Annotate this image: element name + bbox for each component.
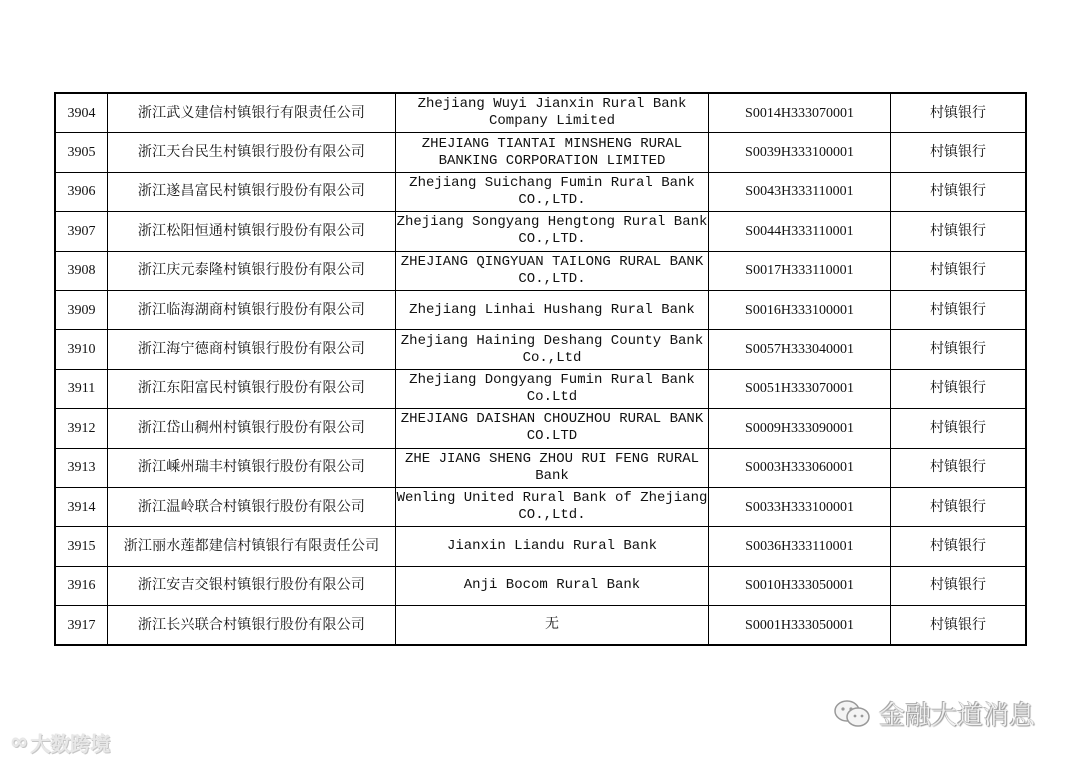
table-row: [55, 448, 1026, 487]
row-number-cell: 3905: [55, 133, 108, 172]
chinese-name-cell: 浙江安吉交银村镇银行股份有限公司: [108, 566, 396, 605]
english-name-cell: ZHEJIANG QINGYUAN TAILONG RURAL BANK CO.,LTD.: [396, 251, 709, 290]
chinese-name-cell: 浙江临海湖商村镇银行股份有限公司: [108, 290, 396, 329]
table-row: [55, 251, 1026, 290]
english-name-cell: Zhejiang Dongyang Fumin Rural Bank Co.Ltd: [396, 369, 709, 408]
english-name-cell: ZHEJIANG TIANTAI MINSHENG RURAL BANKING CORPORATION LIMITED: [396, 133, 709, 172]
table-row: [55, 212, 1026, 251]
table-row: [55, 566, 1026, 605]
wechat-icon: [833, 699, 871, 729]
row-number-cell: 3911: [55, 369, 108, 408]
institution-code-cell: S0003H333060001: [709, 448, 891, 487]
watermark-dashujuajing: [10, 728, 110, 757]
institution-code-cell: S0036H333110001: [709, 527, 891, 566]
english-name-cell: Zhejiang Linhai Hushang Rural Bank: [396, 290, 709, 329]
institution-code-cell: S0043H333110001: [709, 172, 891, 211]
watermark-wechat-account: [833, 695, 1035, 732]
dashu-logo-icon: ∞: [10, 730, 27, 755]
institution-type-cell: 村镇银行: [891, 133, 1027, 172]
row-number-cell: 3909: [55, 290, 108, 329]
english-name-cell: Zhejiang Haining Deshang County Bank Co.,Ltd: [396, 330, 709, 369]
watermark-right-text: 金融大道消息: [879, 701, 1036, 731]
row-number-cell: 3916: [55, 566, 108, 605]
institution-type-cell: 村镇银行: [891, 487, 1027, 526]
chinese-name-cell: 浙江温岭联合村镇银行股份有限公司: [108, 487, 396, 526]
table-row: [55, 606, 1026, 646]
institution-type-cell: 村镇银行: [891, 93, 1027, 133]
row-number-cell: 3906: [55, 172, 108, 211]
table-row: [55, 409, 1026, 448]
chinese-name-cell: 浙江松阳恒通村镇银行股份有限公司: [108, 212, 396, 251]
bank-list-table: [54, 92, 1027, 646]
institution-code-cell: S0016H333100001: [709, 290, 891, 329]
table-row: [55, 290, 1026, 329]
row-number-cell: 3913: [55, 448, 108, 487]
chinese-name-cell: 浙江东阳富民村镇银行股份有限公司: [108, 369, 396, 408]
english-name-cell: Zhejiang Wuyi Jianxin Rural Bank Company Limited: [396, 93, 709, 133]
institution-code-cell: S0014H333070001: [709, 93, 891, 133]
row-number-cell: 3908: [55, 251, 108, 290]
english-name-cell: Jianxin Liandu Rural Bank: [396, 527, 709, 566]
institution-type-cell: 村镇银行: [891, 330, 1027, 369]
institution-type-cell: 村镇银行: [891, 290, 1027, 329]
watermark-left-text: 大数跨境: [30, 732, 111, 756]
institution-code-cell: S0051H333070001: [709, 369, 891, 408]
row-number-cell: 3912: [55, 409, 108, 448]
institution-type-cell: 村镇银行: [891, 251, 1027, 290]
institution-type-cell: 村镇银行: [891, 409, 1027, 448]
institution-type-cell: 村镇银行: [891, 527, 1027, 566]
institution-type-cell: 村镇银行: [891, 212, 1027, 251]
table-row: [55, 487, 1026, 526]
english-name-cell: Wenling United Rural Bank of Zhejiang CO.,Ltd.: [396, 487, 709, 526]
institution-type-cell: 村镇银行: [891, 448, 1027, 487]
row-number-cell: 3917: [55, 606, 108, 646]
english-name-cell: ZHE JIANG SHENG ZHOU RUI FENG RURAL Bank: [396, 448, 709, 487]
english-name-cell: ZHEJIANG DAISHAN CHOUZHOU RURAL BANK CO.LTD: [396, 409, 709, 448]
row-number-cell: 3904: [55, 93, 108, 133]
institution-code-cell: S0017H333110001: [709, 251, 891, 290]
chinese-name-cell: 浙江海宁德商村镇银行股份有限公司: [108, 330, 396, 369]
institution-type-cell: 村镇银行: [891, 606, 1027, 646]
table-row: [55, 93, 1026, 133]
table-row: [55, 330, 1026, 369]
chinese-name-cell: 浙江庆元泰隆村镇银行股份有限公司: [108, 251, 396, 290]
chinese-name-cell: 浙江天台民生村镇银行股份有限公司: [108, 133, 396, 172]
english-name-cell: Zhejiang Songyang Hengtong Rural Bank CO.,LTD.: [396, 212, 709, 251]
institution-code-cell: S0033H333100001: [709, 487, 891, 526]
institution-code-cell: S0009H333090001: [709, 409, 891, 448]
chinese-name-cell: 浙江遂昌富民村镇银行股份有限公司: [108, 172, 396, 211]
institution-type-cell: 村镇银行: [891, 369, 1027, 408]
institution-code-cell: S0039H333100001: [709, 133, 891, 172]
row-number-cell: 3914: [55, 487, 108, 526]
chinese-name-cell: 浙江岱山稠州村镇银行股份有限公司: [108, 409, 396, 448]
row-number-cell: 3910: [55, 330, 108, 369]
english-name-cell: Zhejiang Suichang Fumin Rural Bank CO.,LTD.: [396, 172, 709, 211]
table-row: [55, 527, 1026, 566]
chinese-name-cell: 浙江长兴联合村镇银行股份有限公司: [108, 606, 396, 646]
institution-code-cell: S0001H333050001: [709, 606, 891, 646]
institution-type-cell: 村镇银行: [891, 566, 1027, 605]
row-number-cell: 3915: [55, 527, 108, 566]
chinese-name-cell: 浙江丽水莲都建信村镇银行有限责任公司: [108, 527, 396, 566]
english-name-cell: 无: [396, 606, 709, 646]
table-row: [55, 172, 1026, 211]
institution-code-cell: S0044H333110001: [709, 212, 891, 251]
table-row: [55, 133, 1026, 172]
chinese-name-cell: 浙江嵊州瑞丰村镇银行股份有限公司: [108, 448, 396, 487]
row-number-cell: 3907: [55, 212, 108, 251]
institution-code-cell: S0057H333040001: [709, 330, 891, 369]
chinese-name-cell: 浙江武义建信村镇银行有限责任公司: [108, 93, 396, 133]
table-body: [55, 93, 1026, 645]
institution-type-cell: 村镇银行: [891, 172, 1027, 211]
english-name-cell: Anji Bocom Rural Bank: [396, 566, 709, 605]
table-row: [55, 369, 1026, 408]
institution-code-cell: S0010H333050001: [709, 566, 891, 605]
